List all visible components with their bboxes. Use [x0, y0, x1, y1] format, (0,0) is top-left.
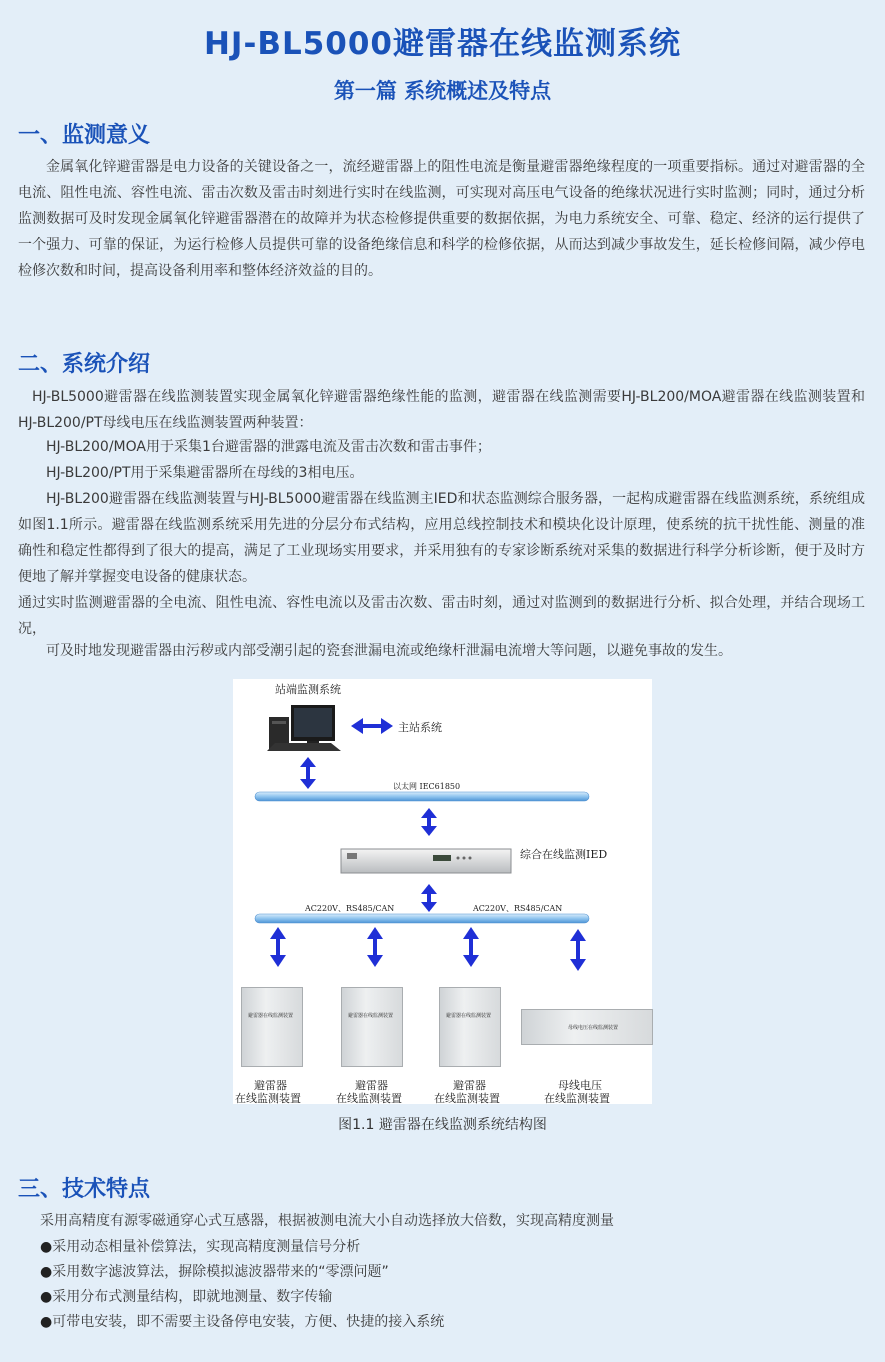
section2-heading: 二、系统介绍	[18, 352, 151, 377]
station-label: 站端监测系统	[275, 683, 341, 696]
arrester-device-3	[439, 987, 501, 1067]
arrester-device-2	[341, 987, 403, 1067]
section2-paragraph-6: 可及时地发现避雷器由污秽或内部受潮引起的瓷套泄漏电流或绝缘杆泄漏电流增大等问题，以避免事故的发生。	[46, 643, 732, 659]
arrow-ied-bus	[421, 884, 437, 912]
ethernet-label: 以太网 IEC61850	[393, 782, 461, 791]
bus-label-left: AC220V、RS485/CAN	[305, 904, 395, 913]
bullet-icon: ●	[40, 1289, 53, 1305]
feature-text: 采用数字滤波算法，摒除模拟滤波器带来的“零漂问题”	[52, 1264, 389, 1280]
section3-intro: 采用高精度有源零磁通穿心式互感器，根据被测电流大小自动选择放大倍数，实现高精度测量	[40, 1213, 614, 1229]
device-1-label-line2: 在线监测装置	[235, 1092, 301, 1105]
system-structure-diagram	[233, 679, 652, 1104]
feature-text: 可带电安装，即不需要主设备停电安装，方便、快捷的接入系统	[52, 1314, 445, 1330]
section2-paragraph-5: 通过实时监测避雷器的全电流、阻性电流、容性电流以及雷击次数、雷击时刻，通过对监测到的数据进行分析、拟合处理，并结合现场工况，	[18, 595, 865, 637]
section2-paragraph-2: HJ-BL200/MOA用于采集1台避雷器的泄露电流及雷击次数和雷击事件；	[46, 439, 491, 455]
bus-voltage-device	[521, 1009, 653, 1045]
figure-caption: 图1.1 避雷器在线监测系统结构图	[338, 1117, 547, 1133]
feature-text: 采用动态相量补偿算法，实现高精度测量信号分析	[52, 1239, 361, 1255]
section2-paragraph-4: HJ-BL200避雷器在线监测装置与HJ-BL5000避雷器在线监测主IED和状态监测综合服务器，一起构成避雷器在线监测系统，系统组成如图1.1所示。避雷器在线监测系统采用先进的分层分布式结构，应用总线控制技术和模块化设计原理，使系统的抗干扰性能、测量的准确性和稳定性都得到了很大的提高，满足了工业现场实用要求，并采用独有的专家诊断系统对采集的数据进行科学分析诊断，便于及时方便地了解并掌握变电设备的健康状态。	[18, 491, 865, 585]
device-2-label-line1: 避雷器	[355, 1079, 388, 1092]
computer-icon	[267, 705, 341, 751]
pt-plate-text: 母线电压在线监测装置	[568, 1025, 619, 1031]
section1-paragraph: 金属氧化锌避雷器是电力设备的关键设备之一，流经避雷器上的阻性电流是衡量避雷器绝缘程度的一项重要指标。通过对避雷器的全电流、阻性电流、容性电流、雷击次数及雷击时刻进行实时在线监测，可实现对高压电气设备的绝缘状况进行实时监测；同时，通过分析监测数据可及时发现金属氧化锌避雷器潜在的故障并为状态检修提供重要的数据依据，为电力系统安全、可靠、稳定、经济的运行提供了一个强力、可靠的保证，为运行检修人员提供可靠的设备绝缘信息和科学的检修依据，从而达到减少事故发生，延长检修间隔，减少停电检修次数和时间，提高设备利用率和整体经济效益的目的。	[18, 159, 865, 279]
section3-heading: 三、技术特点	[18, 1177, 151, 1202]
ied-label: 综合在线监测IED	[520, 848, 608, 861]
bullet-icon: ●	[40, 1239, 53, 1255]
arrester-device-1	[241, 987, 303, 1067]
device-arrows	[270, 927, 586, 971]
bullet-icon: ●	[40, 1264, 53, 1280]
device-2-label-line2: 在线监测装置	[336, 1092, 402, 1105]
bullet-icon: ●	[40, 1314, 53, 1330]
device-4-label-line2: 在线监测装置	[544, 1092, 610, 1105]
field-bus	[255, 914, 589, 923]
master-link-arrow	[351, 718, 393, 734]
device-1-label-line1: 避雷器	[254, 1079, 287, 1092]
feature-text: 采用分布式测量结构，即就地测量、数字传输	[52, 1289, 333, 1305]
device-3-label-line1: 避雷器	[453, 1079, 486, 1092]
page-title: HJ-BL5000避雷器在线监测系统	[203, 26, 681, 62]
arrow-computer-ethernet	[300, 757, 316, 789]
section2-paragraph-1: HJ-BL5000避雷器在线监测装置实现金属氧化锌避雷器绝缘性能的监测，避雷器在线监测需要HJ-BL200/MOA避雷器在线监测装置和HJ-BL200/PT母线电压在线监测装置两种装置：	[18, 389, 865, 431]
ied-rack-icon	[341, 849, 511, 873]
section1-heading: 一、监测意义	[18, 123, 151, 148]
arrow-ethernet-ied	[421, 808, 437, 836]
feature-item	[40, 1236, 360, 1258]
device-plate-text: 避雷器在线监测装置	[348, 1013, 394, 1019]
device-4-label-line1: 母线电压	[558, 1079, 602, 1092]
device-3-label-line2: 在线监测装置	[434, 1092, 500, 1105]
feature-item	[40, 1286, 332, 1308]
ethernet-bus	[255, 792, 589, 801]
device-plate-text: 避雷器在线监测装置	[248, 1013, 294, 1019]
bus-label-right: AC220V、RS485/CAN	[473, 904, 563, 913]
master-station-label: 主站系统	[398, 721, 442, 734]
page-subtitle: 第一篇 系统概述及特点	[333, 79, 552, 103]
feature-item	[40, 1311, 444, 1333]
device-plate-text: 避雷器在线监测装置	[446, 1013, 492, 1019]
section2-paragraph-3: HJ-BL200/PT用于采集避雷器所在母线的3相电压。	[46, 465, 364, 481]
feature-item	[40, 1261, 389, 1283]
